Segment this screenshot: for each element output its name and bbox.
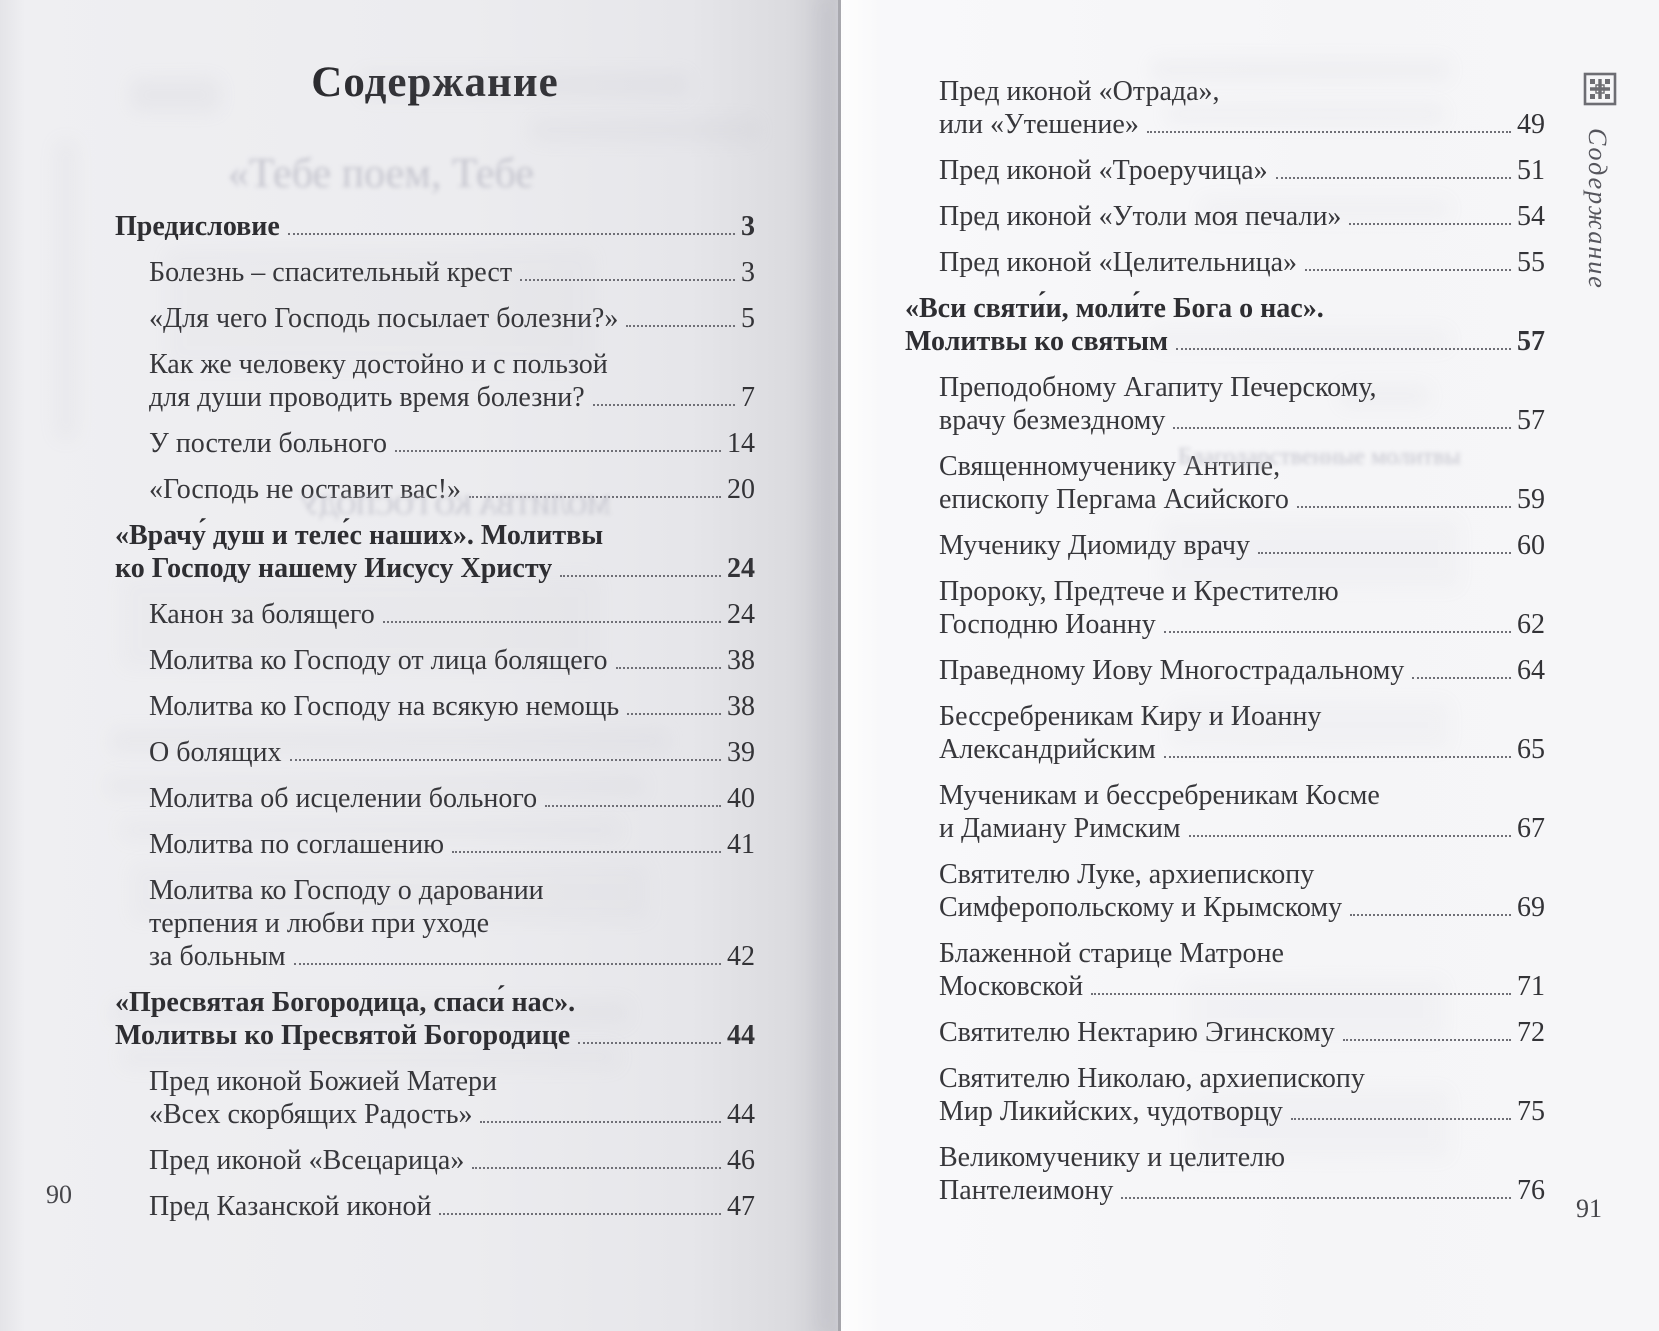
toc-entry-lastline xyxy=(149,1098,755,1131)
toc-entry-pagenum: 57 xyxy=(1517,326,1545,357)
toc-entry xyxy=(905,575,1545,641)
toc-entry xyxy=(115,644,755,677)
toc-entry xyxy=(115,874,755,973)
dot-leader xyxy=(520,279,735,281)
toc-entry-pagenum: 71 xyxy=(1517,971,1545,1002)
dot-leader xyxy=(578,1042,721,1044)
toc-entry-text: Пред иконой «Всецарица» xyxy=(149,1145,465,1176)
toc-entry-text: Молитва по соглашению xyxy=(149,829,445,860)
dot-leader xyxy=(1258,552,1511,554)
dot-leader xyxy=(545,805,721,807)
toc-entry xyxy=(905,371,1545,437)
toc-entry-text: Пред Казанской иконой xyxy=(149,1191,432,1222)
dot-leader xyxy=(1121,1197,1511,1199)
toc-entry xyxy=(115,256,755,289)
toc-left-column xyxy=(115,200,755,1236)
toc-entry-text: Молитва ко Господу на всякую немощь xyxy=(149,691,620,722)
toc-entry-line: терпения и любви при уходе xyxy=(149,908,490,939)
toc-entry-text: Мученику Диомиду врачу xyxy=(939,530,1250,561)
dot-leader xyxy=(439,1213,721,1215)
toc-right-column xyxy=(905,75,1545,1220)
toc-entry-line: «Вси святи́и, моли́те Бога о нас». xyxy=(905,293,1324,324)
toc-entry-line: «Пресвятая Богородица, спаси́ нас». xyxy=(115,987,576,1018)
toc-entry-text: или «Утешение» xyxy=(939,109,1139,140)
toc-entry-lastline xyxy=(149,598,755,631)
toc-entry-pagenum: 39 xyxy=(727,737,755,768)
toc-entry-pagenum: 65 xyxy=(1517,734,1545,765)
toc-entry-pagenum: 42 xyxy=(727,941,755,972)
right-folio-number: 91 xyxy=(1576,1194,1602,1223)
dot-leader xyxy=(395,450,721,452)
toc-entry-pagenum: 57 xyxy=(1517,405,1545,436)
toc-entry-text: за больным xyxy=(149,941,286,972)
dot-leader xyxy=(1412,677,1511,679)
ornament-icon xyxy=(1583,72,1617,106)
dot-leader xyxy=(1350,914,1511,916)
toc-entry-line: Пред иконой «Отрада», xyxy=(939,76,1220,107)
bleedthrough-smudge xyxy=(360,72,690,98)
left-folio-number: 90 xyxy=(46,1180,72,1209)
toc-entry-lastline xyxy=(939,733,1545,766)
dot-leader xyxy=(290,759,722,761)
toc-entry-lastline xyxy=(939,1174,1545,1207)
toc-entry-text: Московской xyxy=(939,971,1084,1002)
toc-entry-text: Симферопольскому и Крымскому xyxy=(939,892,1343,923)
dot-leader xyxy=(1297,506,1511,508)
toc-entry xyxy=(115,302,755,335)
toc-entry-pagenum: 69 xyxy=(1517,892,1545,923)
toc-entry-text: Александрийским xyxy=(939,734,1156,765)
toc-entry-lastline xyxy=(115,1019,755,1052)
toc-entry-pagenum: 67 xyxy=(1517,813,1545,844)
toc-entry-line: Пророку, Предтече и Крестителю xyxy=(939,576,1339,607)
toc-entry-line: Великомученику и целителю xyxy=(939,1142,1286,1173)
page-title: Содержание xyxy=(311,59,559,106)
toc-entry xyxy=(115,1144,755,1177)
dot-leader xyxy=(1173,427,1511,429)
toc-entry-lastline xyxy=(149,1144,755,1177)
dot-leader xyxy=(1189,835,1511,837)
toc-entry xyxy=(905,1141,1545,1207)
bleedthrough-smudge xyxy=(530,118,760,142)
dot-leader xyxy=(1291,1118,1511,1120)
toc-entry-lastline xyxy=(905,325,1545,358)
toc-entry xyxy=(115,348,755,414)
toc-entry-text: Пантелеимону xyxy=(939,1175,1114,1206)
dot-leader xyxy=(1343,1039,1511,1041)
toc-entry-pagenum: 72 xyxy=(1517,1017,1545,1048)
toc-entry xyxy=(905,1062,1545,1128)
toc-entry-lastline xyxy=(939,200,1545,233)
ghost-text: «Тебе поем, Тебе xyxy=(228,151,535,197)
toc-entry-text: Праведному Иову Многострадальному xyxy=(939,655,1405,686)
toc-entry-line: Молитва ко Господу о даровании xyxy=(149,875,544,906)
toc-entry-lastline xyxy=(149,256,755,289)
dot-leader xyxy=(1164,756,1511,758)
toc-entry xyxy=(115,986,755,1052)
dot-leader xyxy=(1091,993,1511,995)
toc-entry-line: Мученикам и бессребреникам Косме xyxy=(939,780,1380,811)
toc-entry-pagenum: 62 xyxy=(1517,609,1545,640)
toc-entry xyxy=(115,1065,755,1131)
book-gutter xyxy=(838,0,841,1331)
toc-entry-pagenum: 20 xyxy=(727,474,755,505)
toc-entry-pagenum: 54 xyxy=(1517,201,1545,232)
toc-entry-lastline xyxy=(149,736,755,769)
dot-leader xyxy=(593,404,735,406)
toc-entry-lastline xyxy=(939,654,1545,687)
toc-entry-lastline xyxy=(939,108,1545,141)
toc-entry-text: Молитва об исцелении больного xyxy=(149,783,538,814)
toc-entry xyxy=(905,858,1545,924)
toc-entry xyxy=(115,690,755,723)
toc-entry-pagenum: 38 xyxy=(727,691,755,722)
toc-entry-text: «Всех скорбящих Радость» xyxy=(149,1099,473,1130)
dot-leader xyxy=(1276,177,1511,179)
toc-entry-text: Пред иконой «Троеручица» xyxy=(939,155,1268,186)
dot-leader xyxy=(294,963,721,965)
dot-leader xyxy=(1176,348,1511,350)
toc-entry-text: Предисловие xyxy=(115,211,280,242)
toc-entry-line: Как же человеку достойно и с пользой xyxy=(149,349,608,380)
toc-entry-text: У постели больного xyxy=(149,428,387,459)
toc-entry xyxy=(905,700,1545,766)
toc-entry-lastline xyxy=(939,154,1545,187)
dot-leader xyxy=(627,713,721,715)
toc-entry-pagenum: 51 xyxy=(1517,155,1545,186)
dot-leader xyxy=(472,1167,721,1169)
dot-leader xyxy=(383,621,721,623)
dot-leader xyxy=(1164,631,1511,633)
toc-entry xyxy=(905,200,1545,233)
toc-entry-lastline xyxy=(939,970,1545,1003)
toc-entry xyxy=(905,246,1545,279)
toc-entry xyxy=(115,736,755,769)
toc-entry-text: Пред иконой «Утоли моя печали» xyxy=(939,201,1342,232)
toc-entry-lastline xyxy=(149,940,755,973)
toc-entry-pagenum: 44 xyxy=(727,1020,755,1051)
toc-entry-line: Святителю Николаю, архиепископу xyxy=(939,1063,1365,1094)
toc-entry xyxy=(905,75,1545,141)
toc-entry-pagenum: 44 xyxy=(727,1099,755,1130)
toc-entry-pagenum: 38 xyxy=(727,645,755,676)
toc-entry-pagenum: 41 xyxy=(727,829,755,860)
toc-entry-text: «Господь не оставит вас!» xyxy=(149,474,462,505)
toc-entry-pagenum: 49 xyxy=(1517,109,1545,140)
dot-leader xyxy=(626,325,735,327)
toc-entry-pagenum: 46 xyxy=(727,1145,755,1176)
toc-entry-lastline xyxy=(149,644,755,677)
toc-entry-pagenum: 59 xyxy=(1517,484,1545,515)
toc-entry-lastline xyxy=(115,552,755,585)
toc-entry-text: епископу Пергама Асийского xyxy=(939,484,1289,515)
toc-entry-pagenum: 40 xyxy=(727,783,755,814)
toc-entry-lastline xyxy=(149,1190,755,1223)
toc-entry-text: Молитва ко Господу от лица болящего xyxy=(149,645,608,676)
toc-entry-lastline xyxy=(939,608,1545,641)
dot-leader xyxy=(1147,131,1511,133)
toc-entry-line: Блаженной старице Матроне xyxy=(939,938,1284,969)
toc-entry-pagenum: 3 xyxy=(741,257,755,288)
toc-entry-lastline xyxy=(149,302,755,335)
toc-entry-lastline xyxy=(149,828,755,861)
toc-entry-lastline xyxy=(939,1016,1545,1049)
toc-entry xyxy=(115,427,755,460)
toc-entry-lastline xyxy=(149,690,755,723)
toc-entry-pagenum: 47 xyxy=(727,1191,755,1222)
toc-entry xyxy=(905,154,1545,187)
toc-entry-line: «Врачу́ душ и теле́с наших». Молитвы xyxy=(115,520,604,551)
toc-entry-pagenum: 3 xyxy=(741,211,755,242)
dot-leader xyxy=(616,667,722,669)
toc-entry-pagenum: 7 xyxy=(741,382,755,413)
toc-entry-lastline xyxy=(149,427,755,460)
toc-entry-pagenum: 60 xyxy=(1517,530,1545,561)
toc-entry-text: врачу безмездному xyxy=(939,405,1166,436)
dot-leader xyxy=(288,233,735,235)
toc-entry-lastline xyxy=(939,404,1545,437)
toc-entry-text: О болящих xyxy=(149,737,282,768)
toc-entry-text: «Для чего Господь посылает болезни?» xyxy=(149,303,619,334)
toc-entry-line: Пред иконой Божией Матери xyxy=(149,1066,498,1097)
toc-entry-lastline xyxy=(149,782,755,815)
toc-entry-lastline xyxy=(939,246,1545,279)
toc-entry-lastline xyxy=(115,210,755,243)
toc-entry-line: Преподобному Агапиту Печерскому, xyxy=(939,372,1377,403)
toc-entry xyxy=(115,598,755,631)
toc-entry-text: Канон за болящего xyxy=(149,599,375,630)
toc-entry-lastline xyxy=(939,1095,1545,1128)
toc-entry xyxy=(115,828,755,861)
toc-entry-pagenum: 14 xyxy=(727,428,755,459)
toc-entry xyxy=(905,292,1545,358)
toc-entry-text: для души проводить время болезни? xyxy=(149,382,585,413)
toc-entry xyxy=(115,782,755,815)
dot-leader xyxy=(452,851,721,853)
toc-entry-text: Господню Иоанну xyxy=(939,609,1156,640)
toc-entry xyxy=(905,779,1545,845)
toc-entry-pagenum: 24 xyxy=(727,599,755,630)
margin-caption: Содержание xyxy=(1583,128,1612,290)
toc-entry-text: Молитвы ко Пресвятой Богородице xyxy=(115,1020,571,1051)
toc-entry-text: ко Господу нашему Иисусу Христу xyxy=(115,553,553,584)
ghost-text: Благодарственные молитвы xyxy=(1178,444,1461,470)
toc-entry xyxy=(115,210,755,243)
toc-entry-text: Пред иконой «Целительница» xyxy=(939,247,1298,278)
toc-entry-text: Болезнь – спасительный крест xyxy=(149,257,513,288)
toc-entry-lastline xyxy=(939,483,1545,516)
toc-entry xyxy=(115,1190,755,1223)
toc-entry-line: Священномученику Антипе, xyxy=(939,451,1281,482)
dot-leader xyxy=(1305,269,1511,271)
toc-entry xyxy=(905,654,1545,687)
dot-leader xyxy=(480,1121,721,1123)
toc-entry-lastline xyxy=(939,812,1545,845)
dot-leader xyxy=(1349,223,1511,225)
toc-entry-text: Молитвы ко святым xyxy=(905,326,1169,357)
toc-entry-pagenum: 75 xyxy=(1517,1096,1545,1127)
toc-entry-pagenum: 64 xyxy=(1517,655,1545,686)
toc-entry-line: Святителю Луке, архиепископу xyxy=(939,859,1315,890)
toc-entry-lastline xyxy=(939,529,1545,562)
ghost-text: МОЛИТВА КО ГОСПОДУ xyxy=(300,490,611,520)
toc-entry-pagenum: 76 xyxy=(1517,1175,1545,1206)
toc-entry-text: и Дамиану Римским xyxy=(939,813,1181,844)
toc-entry xyxy=(905,1016,1545,1049)
toc-entry xyxy=(905,529,1545,562)
toc-entry-pagenum: 5 xyxy=(741,303,755,334)
toc-entry-lastline xyxy=(149,381,755,414)
toc-entry xyxy=(905,937,1545,1003)
dot-leader xyxy=(560,575,721,577)
toc-entry-pagenum: 55 xyxy=(1517,247,1545,278)
toc-entry xyxy=(115,519,755,585)
bleedthrough-smudge xyxy=(55,140,77,440)
toc-entry-line: Бессребреникам Киру и Иоанну xyxy=(939,701,1322,732)
toc-entry-text: Святителю Нектарию Эгинскому xyxy=(939,1017,1335,1048)
bleedthrough-smudge xyxy=(130,78,220,112)
toc-entry-lastline xyxy=(939,891,1545,924)
toc-entry-text: Мир Ликийских, чудотворцу xyxy=(939,1096,1283,1127)
toc-entry-pagenum: 24 xyxy=(727,553,755,584)
